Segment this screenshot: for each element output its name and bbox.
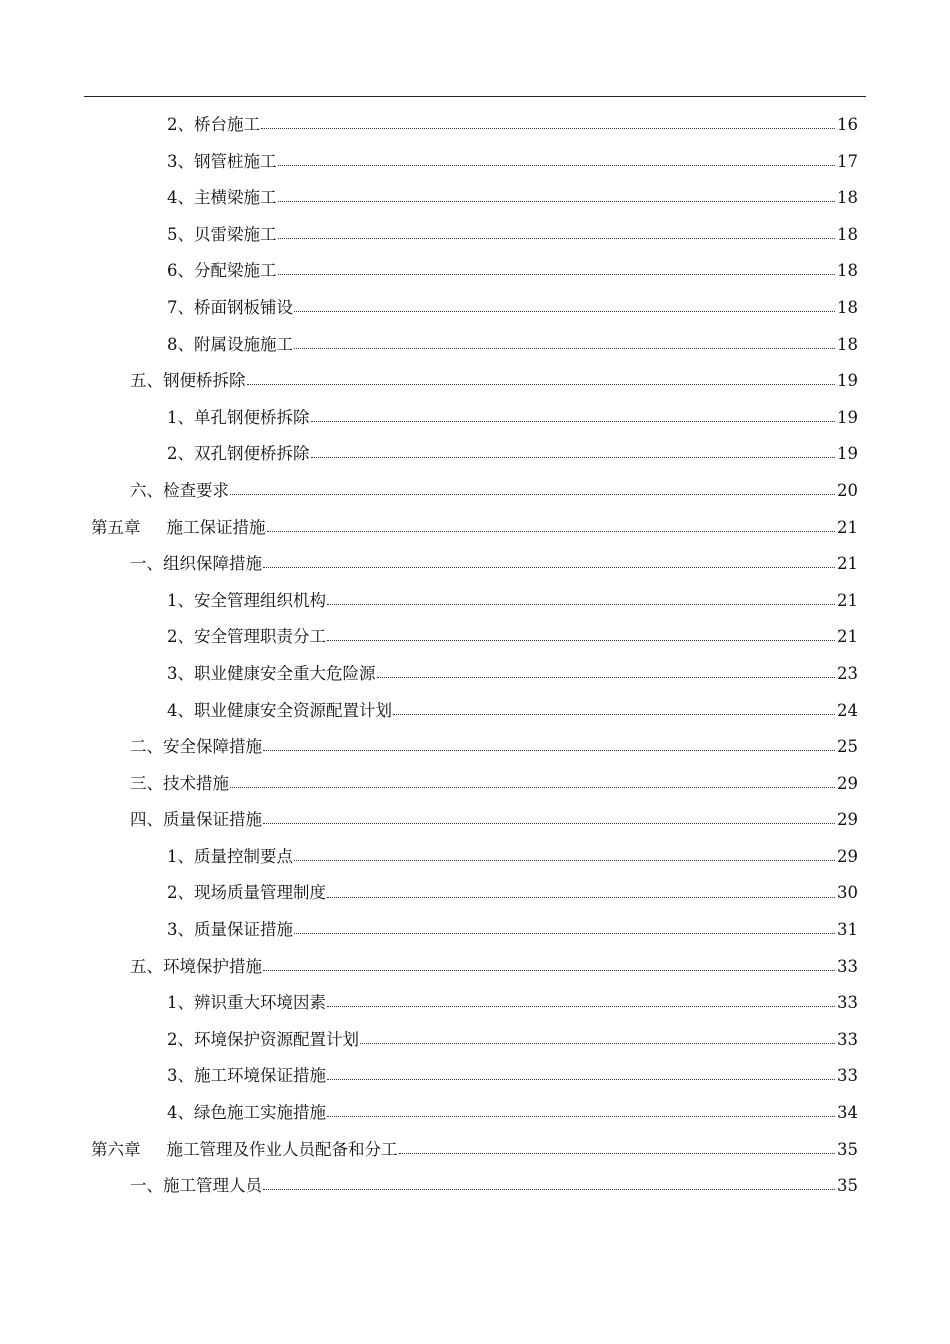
toc-entry[interactable] bbox=[0, 327, 950, 364]
toc-entry[interactable] bbox=[0, 217, 950, 254]
toc-entry[interactable] bbox=[0, 729, 950, 766]
toc-page-number: 18 bbox=[837, 261, 858, 281]
toc-page-number: 35 bbox=[837, 1139, 858, 1159]
toc-entry[interactable] bbox=[0, 546, 950, 583]
toc-entry-title: 1、单孔钢便桥拆除 bbox=[167, 407, 310, 427]
toc-page-number: 29 bbox=[837, 846, 858, 866]
toc-page-number: 25 bbox=[837, 737, 858, 757]
toc-entry-title: 五、钢便桥拆除 bbox=[130, 371, 246, 391]
toc-page-number: 21 bbox=[837, 627, 858, 647]
chapter-number: 第六章 bbox=[91, 1139, 141, 1159]
toc-entry-label bbox=[167, 1058, 326, 1095]
toc-entry-title: 4、绿色施工实施措施 bbox=[167, 1103, 326, 1123]
toc-entry-label bbox=[130, 949, 262, 986]
dot-leader bbox=[247, 368, 836, 386]
toc-page-number: 33 bbox=[837, 993, 858, 1013]
toc-page-number: 30 bbox=[837, 883, 858, 903]
toc-entry-label bbox=[167, 693, 392, 730]
toc-entry-label bbox=[167, 875, 326, 912]
toc-page-number: 33 bbox=[837, 956, 858, 976]
toc-entry-label bbox=[130, 802, 262, 839]
dot-leader bbox=[263, 734, 835, 752]
toc-entry-label bbox=[130, 729, 262, 766]
toc-page-number: 29 bbox=[837, 810, 858, 830]
toc-entry[interactable] bbox=[0, 400, 950, 437]
dot-leader bbox=[327, 587, 835, 605]
toc-page-number: 19 bbox=[837, 444, 858, 464]
dot-leader bbox=[263, 953, 835, 971]
toc-entry-title: 6、分配梁施工 bbox=[167, 261, 277, 281]
toc-entry-title: 五、环境保护措施 bbox=[130, 956, 262, 976]
toc-entry-label bbox=[167, 290, 293, 327]
dot-leader bbox=[261, 112, 835, 130]
dot-leader bbox=[278, 148, 836, 166]
dot-leader bbox=[267, 514, 836, 532]
toc-entry-title: 1、辨识重大环境因素 bbox=[167, 993, 326, 1013]
toc-entry-title: 一、施工管理人员 bbox=[130, 1176, 262, 1196]
toc-entry-label bbox=[167, 839, 293, 876]
dot-leader bbox=[230, 770, 835, 788]
toc-entry[interactable] bbox=[0, 473, 950, 510]
toc-entry-title: 2、环境保护资源配置计划 bbox=[167, 1029, 359, 1049]
toc-entry-label bbox=[130, 546, 262, 583]
toc-entry-label bbox=[167, 619, 326, 656]
toc-entry[interactable] bbox=[0, 583, 950, 620]
dot-leader bbox=[377, 660, 836, 678]
toc-entry-title: 六、检查要求 bbox=[130, 480, 229, 500]
toc-page-number: 19 bbox=[837, 371, 858, 391]
toc-entry-title: 二、安全保障措施 bbox=[130, 737, 262, 757]
toc-entry[interactable] bbox=[0, 1095, 950, 1132]
toc-entry-label bbox=[91, 1132, 398, 1169]
toc-page-number: 19 bbox=[837, 407, 858, 427]
toc-entry[interactable] bbox=[0, 180, 950, 217]
toc-page-number: 18 bbox=[837, 334, 858, 354]
dot-leader bbox=[294, 917, 835, 935]
header-rule bbox=[84, 96, 866, 97]
toc-entry-title: 5、贝雷梁施工 bbox=[167, 224, 277, 244]
toc-entry-title: 7、桥面钢板铺设 bbox=[167, 297, 293, 317]
toc-entry-title: 施工管理及作业人员配备和分工 bbox=[166, 1139, 398, 1159]
toc-entry-title: 3、施工环境保证措施 bbox=[167, 1066, 326, 1086]
toc-entry-title: 1、质量控制要点 bbox=[167, 846, 293, 866]
toc-page-number: 24 bbox=[837, 700, 858, 720]
toc-page-number: 18 bbox=[837, 188, 858, 208]
toc-page-number: 34 bbox=[837, 1103, 858, 1123]
toc-page-number: 33 bbox=[837, 1066, 858, 1086]
dot-leader bbox=[278, 185, 836, 203]
dot-leader bbox=[230, 477, 835, 495]
toc-entry[interactable] bbox=[0, 693, 950, 730]
chapter-number: 第五章 bbox=[91, 517, 141, 537]
toc-entry-label bbox=[167, 1022, 359, 1059]
toc-entry-label bbox=[167, 144, 277, 181]
toc-entry[interactable] bbox=[0, 985, 950, 1022]
toc-entry-label bbox=[130, 1168, 262, 1205]
toc-entry[interactable] bbox=[0, 1022, 950, 1059]
toc-entry-title: 1、安全管理组织机构 bbox=[167, 590, 326, 610]
toc-page-number: 35 bbox=[837, 1176, 858, 1196]
toc-entry-title: 四、质量保证措施 bbox=[130, 810, 262, 830]
toc-entry-label bbox=[167, 107, 260, 144]
toc-entry-title: 2、桥台施工 bbox=[167, 115, 260, 134]
toc-entry[interactable] bbox=[0, 436, 950, 473]
toc-entry[interactable] bbox=[0, 912, 950, 949]
toc-page-number: 17 bbox=[837, 151, 858, 171]
dot-leader bbox=[399, 1136, 836, 1154]
toc-entry-label bbox=[167, 656, 376, 693]
dot-leader bbox=[311, 441, 836, 459]
dot-leader bbox=[327, 624, 835, 642]
toc-entry[interactable] bbox=[0, 949, 950, 986]
dot-leader bbox=[327, 990, 835, 1008]
toc-entry-label bbox=[167, 400, 310, 437]
toc-entry-title: 3、职业健康安全重大危险源 bbox=[167, 663, 376, 683]
toc-page-number: 21 bbox=[837, 554, 858, 574]
toc-entry-title: 三、技术措施 bbox=[130, 773, 229, 793]
toc-entry-title: 2、双孔钢便桥拆除 bbox=[167, 444, 310, 464]
dot-leader bbox=[263, 807, 835, 825]
toc-entry-label bbox=[91, 510, 266, 547]
toc-entry-label bbox=[167, 985, 326, 1022]
dot-leader bbox=[393, 697, 835, 715]
dot-leader bbox=[294, 331, 835, 349]
toc-entry-label bbox=[167, 1095, 326, 1132]
toc-entry-title: 一、组织保障措施 bbox=[130, 554, 262, 574]
dot-leader bbox=[294, 843, 835, 861]
toc-entry[interactable] bbox=[0, 510, 950, 547]
toc-entry-title: 施工保证措施 bbox=[166, 517, 266, 537]
toc-entry[interactable] bbox=[0, 1132, 950, 1169]
dot-leader bbox=[294, 295, 835, 313]
toc-entry[interactable] bbox=[0, 107, 950, 144]
toc-page-number: 29 bbox=[837, 773, 858, 793]
toc-entry-label bbox=[167, 217, 277, 254]
toc-entry-title: 2、现场质量管理制度 bbox=[167, 883, 326, 903]
toc-page-number: 33 bbox=[837, 1029, 858, 1049]
toc-entry-title: 3、质量保证措施 bbox=[167, 920, 293, 940]
toc-page-number: 21 bbox=[837, 517, 858, 537]
table-of-contents bbox=[0, 107, 950, 1205]
dot-leader bbox=[263, 551, 835, 569]
dot-leader bbox=[311, 404, 836, 422]
toc-page-number: 21 bbox=[837, 590, 858, 610]
dot-leader bbox=[263, 1173, 835, 1191]
dot-leader bbox=[327, 1100, 835, 1118]
toc-entry-title: 2、安全管理职责分工 bbox=[167, 627, 326, 647]
toc-entry-label bbox=[167, 180, 277, 217]
toc-entry[interactable] bbox=[0, 363, 950, 400]
dot-leader bbox=[360, 1026, 835, 1044]
toc-entry[interactable] bbox=[0, 253, 950, 290]
toc-entry-label bbox=[167, 583, 326, 620]
toc-entry[interactable] bbox=[0, 875, 950, 912]
toc-entry-title: 8、附属设施施工 bbox=[167, 334, 293, 354]
toc-entry-label bbox=[167, 912, 293, 949]
dot-leader bbox=[278, 221, 836, 239]
toc-entry[interactable] bbox=[0, 766, 950, 803]
toc-entry[interactable] bbox=[0, 144, 950, 181]
toc-entry-label bbox=[130, 766, 229, 803]
toc-entry-title: 4、职业健康安全资源配置计划 bbox=[167, 700, 392, 720]
toc-page-number: 20 bbox=[837, 480, 858, 500]
toc-entry-label bbox=[167, 327, 293, 364]
toc-page-number: 16 bbox=[837, 115, 858, 134]
toc-entry[interactable] bbox=[0, 290, 950, 327]
dot-leader bbox=[327, 880, 835, 898]
toc-entry[interactable] bbox=[0, 619, 950, 656]
toc-entry[interactable] bbox=[0, 839, 950, 876]
toc-entry-label bbox=[167, 253, 277, 290]
toc-page-number: 18 bbox=[837, 297, 858, 317]
toc-entry-label bbox=[167, 436, 310, 473]
toc-entry[interactable] bbox=[0, 1168, 950, 1205]
toc-entry[interactable] bbox=[0, 802, 950, 839]
toc-entry-title: 3、钢管桩施工 bbox=[167, 151, 277, 171]
toc-entry[interactable] bbox=[0, 1058, 950, 1095]
toc-page-number: 31 bbox=[837, 920, 858, 940]
toc-entry-label bbox=[130, 363, 246, 400]
toc-page-number: 23 bbox=[837, 663, 858, 683]
toc-entry[interactable] bbox=[0, 656, 950, 693]
dot-leader bbox=[278, 258, 836, 276]
toc-entry-title: 4、主横梁施工 bbox=[167, 188, 277, 208]
toc-page-number: 18 bbox=[837, 224, 858, 244]
toc-entry-label bbox=[130, 473, 229, 510]
dot-leader bbox=[327, 1063, 835, 1081]
